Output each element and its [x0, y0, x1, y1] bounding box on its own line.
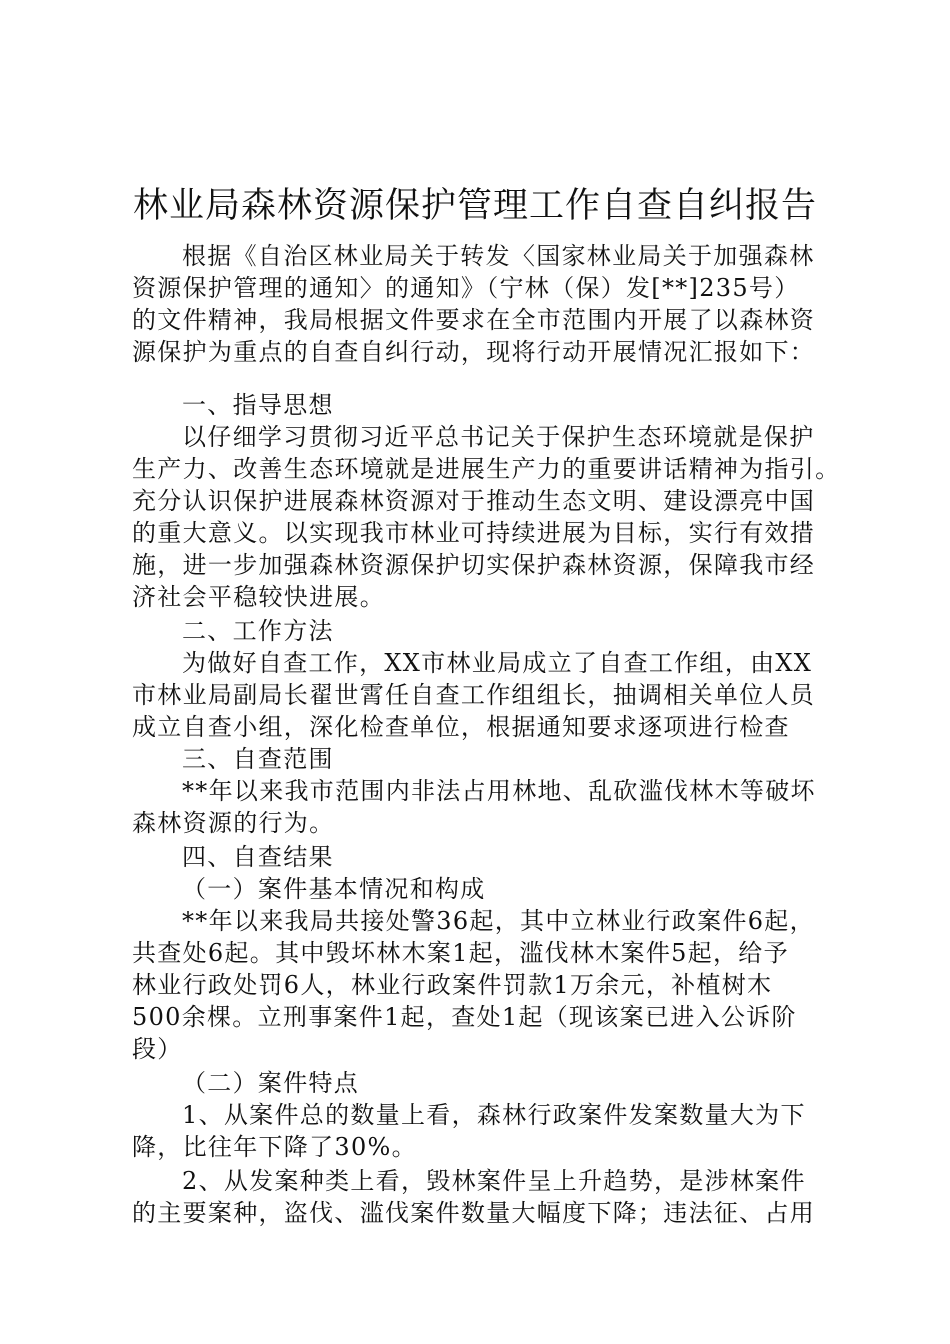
subsection-heading: （二）案件特点 [182, 1069, 360, 1097]
paragraph-line: 成立自查小组，深化检查单位，根据通知要求逐项进行检查 [132, 713, 790, 741]
paragraph-line: 2、从发案种类上看，毁林案件呈上升趋势，是涉林案件 [182, 1167, 806, 1195]
paragraph-line: 以仔细学习贯彻习近平总书记关于保护生态环境就是保护 [182, 423, 815, 451]
paragraph-line: 为做好自查工作，XX市林业局成立了自查工作组，由XX [182, 649, 813, 677]
paragraph-line: 1、从案件总的数量上看，森林行政案件发案数量大为下 [182, 1101, 806, 1129]
paragraph-line: 林业行政处罚6人，林业行政案件罚款1万余元，补植树木 [132, 971, 773, 999]
paragraph-line: 的重大意义。以实现我市林业可持续进展为目标，实行有效措 [132, 519, 816, 547]
document-title: 林业局森林资源保护管理工作自查自纠报告 [132, 186, 817, 226]
paragraph-line: 降，比往年下降了30%。 [132, 1133, 417, 1161]
section-heading: 三、自查范围 [182, 745, 334, 773]
subsection-heading: （一）案件基本情况和构成 [182, 875, 486, 903]
paragraph-line: **年以来我局共接处警36起，其中立林业行政案件6起， [182, 907, 815, 935]
section-heading: 四、自查结果 [182, 843, 334, 871]
section-heading: 一、指导思想 [182, 391, 334, 419]
paragraph-line: 的文件精神，我局根据文件要求在全市范围内开展了以森林资 [132, 306, 816, 334]
paragraph-line: 充分认识保护进展森林资源对于推动生态文明、建设漂亮中国 [132, 487, 816, 515]
paragraph-line: 市林业局副局长翟世霄任自查工作组组长，抽调相关单位人员 [132, 681, 816, 709]
paragraph-line: 施，进一步加强森林资源保护切实保护森林资源，保障我市经 [132, 551, 816, 579]
paragraph-line: 段） [132, 1035, 183, 1063]
paragraph-line: 共查处6起。其中毁坏林木案1起，滥伐林木案件5起，给予 [132, 939, 789, 967]
section-heading: 二、工作方法 [182, 617, 334, 645]
paragraph-line: 的主要案种，盗伐、滥伐案件数量大幅度下降；违法征、占用 [132, 1199, 816, 1227]
paragraph-line: 森林资源的行为。 [132, 809, 335, 837]
paragraph-line: 资源保护管理的通知〉的通知》（宁林（保）发[**]235号） [132, 274, 800, 302]
paragraph-line: **年以来我市范围内非法占用林地、乱砍滥伐林木等破坏 [182, 777, 816, 805]
paragraph-line: 根据《自治区林业局关于转发〈国家林业局关于加强森林 [182, 242, 815, 270]
paragraph-line: 生产力、改善生态环境就是进展生产力的重要讲话精神为指引。 [132, 455, 841, 483]
paragraph-line: 500余棵。立刑事案件1起，查处1起（现该案已进入公诉阶 [132, 1003, 797, 1031]
paragraph-line: 济社会平稳较快进展。 [132, 583, 385, 611]
paragraph-line: 源保护为重点的自查自纠行动，现将行动开展情况汇报如下： [132, 338, 816, 366]
